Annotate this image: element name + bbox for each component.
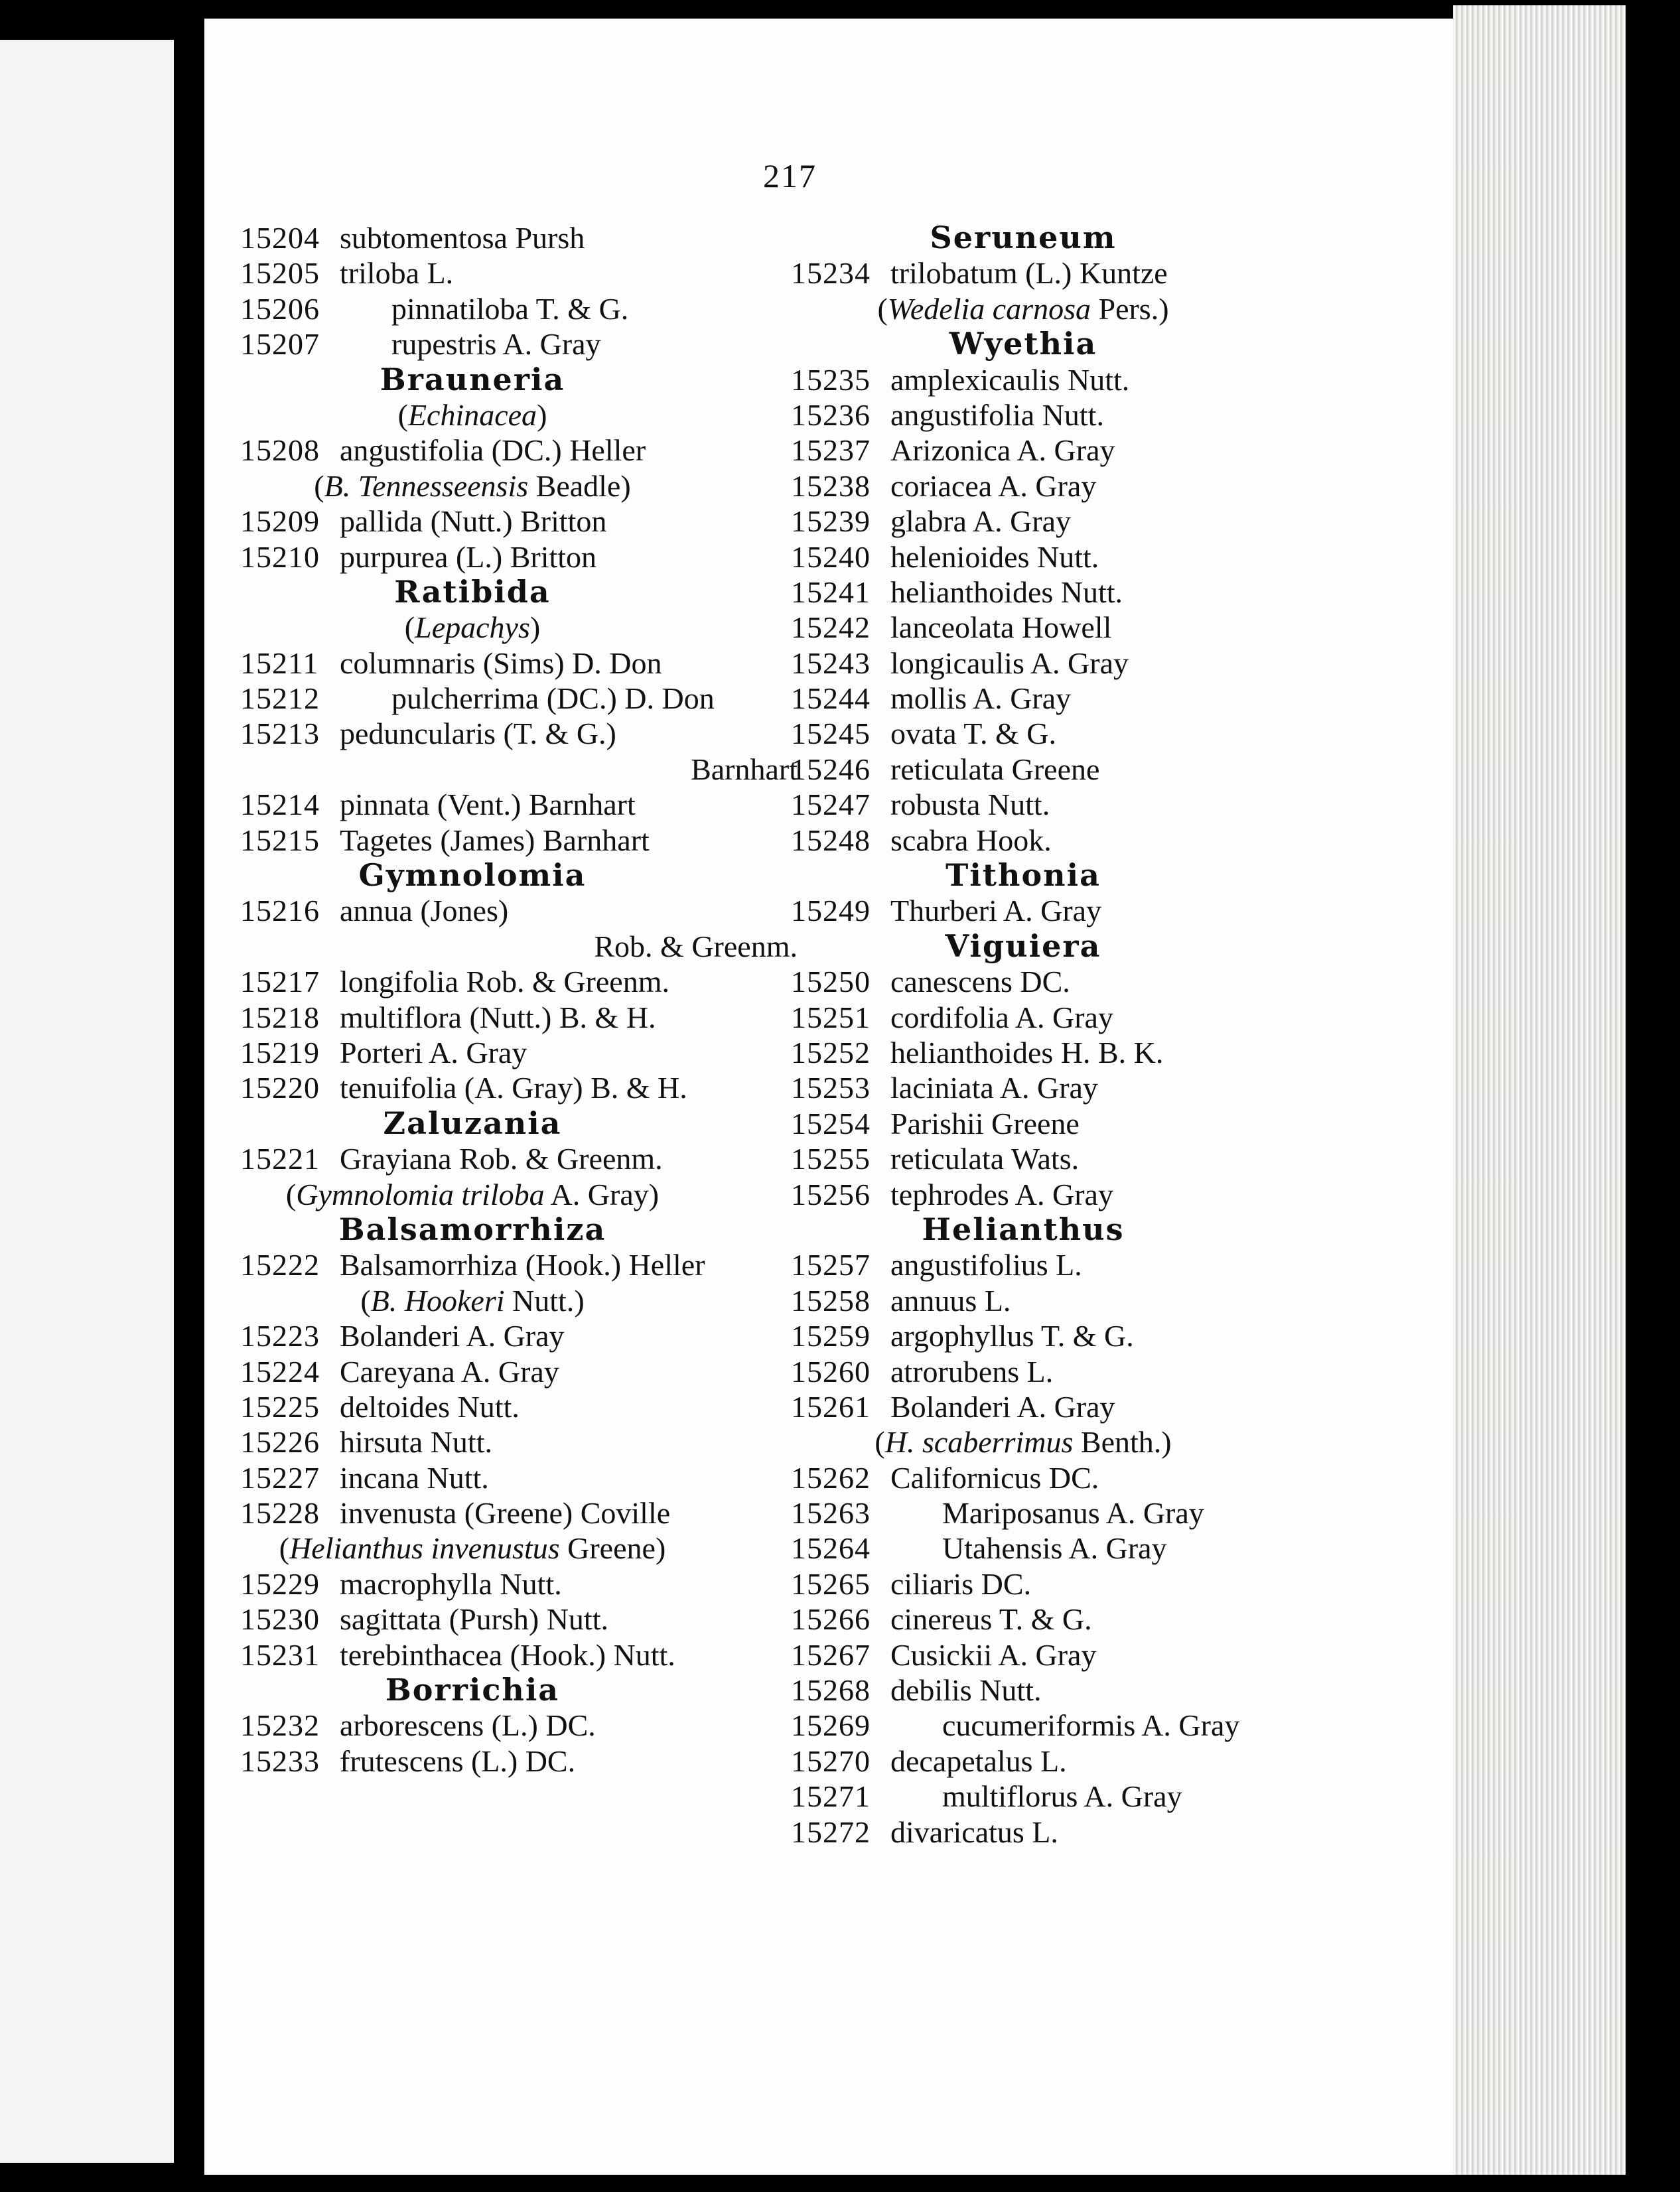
synonym-name: Echinacea [407,397,537,432]
species-name: subtomentosa Pursh [340,221,585,255]
species-entry [791,1389,1375,1424]
genus-heading: Gymnolomia [358,857,587,894]
species-entry [791,433,1375,468]
species-entry [791,1000,1375,1035]
species-name: annua (Jones) [340,894,509,928]
entry-number: 15227 [240,1460,320,1495]
species-name: Utahensis A. Gray [942,1531,1167,1566]
species-name: argophyllus T. & G. [890,1319,1134,1353]
species-name: triloba L. [340,256,454,291]
species-entry [240,1035,824,1070]
entry-number: 15238 [791,468,871,503]
species-name: reticulata Wats. [890,1142,1080,1176]
synonym-name: Lepachys [415,610,530,645]
species-entry [791,1673,1375,1708]
species-entry [240,1424,824,1460]
species-entry [791,1106,1375,1141]
previous-page-edge [0,40,174,2163]
entry-number: 15255 [791,1142,871,1176]
species-name: angustifolia Nutt. [890,397,1104,432]
species-entry [791,1779,1375,1814]
species-name: cinereus T. & G. [890,1602,1092,1637]
entry-number: 15226 [240,1425,320,1460]
synonym-name: B. Tennesseensis [324,468,529,503]
species-entry [240,220,824,255]
species-name: atrorubens L. [890,1354,1054,1389]
species-name: pinnata (Vent.) Barnhart [340,788,636,822]
continuation-line: Barnhart [691,752,798,786]
species-name: Mariposanus A. Gray [942,1496,1204,1531]
entry-number: 15214 [240,788,320,822]
genus-heading: Ratibida [394,573,551,610]
species-name: deltoides Nutt. [340,1389,520,1424]
species-name: lanceolata Howell [890,610,1112,645]
synonym-close-paren: ) [574,1283,585,1318]
species-name: frutescens (L.) DC. [340,1744,576,1778]
species-name: longifolia Rob. & Greenm. [340,965,669,999]
synonym-author: A. Gray [544,1177,649,1211]
species-name: Thurberi A. Gray [890,894,1102,928]
species-name: scabra Hook. [890,823,1052,857]
species-entry [240,893,824,928]
entry-number: 15218 [240,1000,320,1034]
species-entry [240,433,824,468]
species-entry [240,255,824,291]
species-entry [791,752,1375,787]
right-column [791,220,1375,1850]
species-entry [240,646,824,681]
species-entry [240,1389,824,1424]
species-entry [791,1637,1375,1673]
species-name: annuus L. [890,1283,1011,1318]
species-name: columnaris (Sims) D. Don [340,646,662,680]
synonym-open-paren: ( [875,1425,885,1460]
species-name: multiflorus A. Gray [942,1779,1182,1814]
entry-number: 15252 [791,1035,871,1069]
genus-heading: Brauneria [380,361,565,397]
species-name: arborescens (L.) DC. [340,1708,596,1743]
entry-number: 15208 [240,433,320,468]
species-name: pallida (Nutt.) Britton [340,504,607,539]
entry-number: 15264 [791,1531,871,1566]
synonym-open-paren: ( [877,291,888,326]
entry-number: 15243 [791,646,871,680]
species-name: Tagetes (James) Barnhart [340,823,650,857]
synonym-open-paren: ( [279,1531,290,1566]
species-entry [240,504,824,539]
species-entry [791,1531,1375,1566]
entry-number: 15272 [791,1815,871,1849]
synonym-open-paren: ( [397,397,408,432]
species-name: divaricatus L. [890,1815,1058,1849]
species-entry [791,964,1375,999]
synonym-author: Nutt. [504,1283,575,1318]
genus-heading: Wyethia [949,326,1097,362]
species-entry [240,716,824,751]
species-entry [791,1566,1375,1602]
species-name: terebinthacea (Hook.) Nutt. [340,1637,675,1672]
species-name: Grayiana Rob. & Greenm. [340,1142,663,1176]
species-name: robusta Nutt. [890,788,1050,822]
synonym-name: Wedelia carnosa [887,291,1091,326]
synonym-author: Pers. [1090,291,1159,326]
entry-number: 15223 [240,1319,320,1353]
species-entry [791,716,1375,751]
species-entry [791,1070,1375,1105]
synonym-line [240,610,705,645]
species-name: angustifolius L. [890,1248,1082,1282]
synonym-close-paren: ) [537,397,547,432]
entry-number: 15224 [240,1354,320,1389]
species-name: longicaulis A. Gray [890,646,1129,680]
entry-number: 15256 [791,1177,871,1211]
synonym-close-paren: ) [1161,1425,1172,1460]
entry-number: 15204 [240,221,320,255]
species-entry [791,1495,1375,1531]
species-entry [240,1000,824,1035]
entry-number: 15220 [240,1071,320,1105]
entry-number: 15260 [791,1354,871,1389]
synonym-line [791,1424,1255,1460]
species-name: macrophylla Nutt. [340,1566,562,1601]
species-name: pinnatiloba T. & G. [391,291,629,326]
species-name: coriacea A. Gray [890,468,1097,503]
species-entry [791,504,1375,539]
entry-number: 15219 [240,1035,320,1069]
genus-heading: Seruneum [930,220,1117,255]
genus-heading: Viguiera [945,927,1101,964]
species-entry [791,1460,1375,1495]
entry-number: 15213 [240,717,320,751]
species-name: cordifolia A. Gray [890,1000,1113,1034]
species-name: Arizonica A. Gray [890,433,1115,468]
species-name: cucumeriformis A. Gray [942,1708,1240,1743]
species-entry [240,964,824,999]
entry-number: 15212 [240,681,320,716]
species-entry [791,362,1375,397]
page-number: 217 [763,157,817,194]
entry-number: 15262 [791,1460,871,1495]
species-name: mollis A. Gray [890,681,1072,716]
entry-number: 15247 [791,788,871,822]
species-entry [791,681,1375,716]
species-entry [791,1815,1375,1850]
species-name: ciliaris DC. [890,1566,1032,1601]
species-entry [791,255,1375,291]
entry-number: 15240 [791,539,871,574]
species-name: helianthoides H. B. K. [890,1035,1164,1069]
entry-number: 15254 [791,1106,871,1140]
entry-number: 15225 [240,1389,320,1424]
entry-number: 15259 [791,1319,871,1353]
entry-number: 15266 [791,1602,871,1637]
entry-number: 15233 [240,1744,320,1778]
species-entry [791,1247,1375,1282]
species-entry [791,1708,1375,1743]
synonym-open-paren: ( [314,468,324,503]
species-name: trilobatum (L.) Kuntze [890,256,1168,291]
entry-number: 15242 [791,610,871,645]
entry-number: 15228 [240,1496,320,1531]
species-entry [240,326,824,362]
entry-number: 15248 [791,823,871,857]
species-name: Cusickii A. Gray [890,1637,1097,1672]
entry-number: 15222 [240,1248,320,1282]
synonym-open-paren: ( [285,1177,297,1211]
species-name: incana Nutt. [340,1460,489,1495]
genus-heading: Zaluzania [383,1105,562,1141]
species-name: Careyana A. Gray [340,1354,559,1389]
entry-number: 15221 [240,1142,320,1176]
synonym-close-paren: ) [529,610,541,645]
continuation-line: Rob. & Greenm. [594,929,798,963]
species-name: pulcherrima (DC.) D. Don [391,681,715,716]
entry-number: 15206 [240,291,320,326]
species-name: invenusta (Greene) Coville [340,1496,671,1531]
entry-number: 15271 [791,1779,871,1814]
synonym-open-paren: ( [360,1283,371,1318]
species-name: helianthoides Nutt. [890,575,1123,609]
entry-number: 15257 [791,1248,871,1282]
synonym-line [791,291,1255,326]
species-name: tenuifolia (A. Gray) B. & H. [340,1071,687,1105]
species-name: ovata T. & G. [890,717,1056,751]
entry-number: 15269 [791,1708,871,1743]
entry-number: 15251 [791,1000,871,1034]
entry-number: 15209 [240,504,320,539]
species-name: peduncularis (T. & G.) [340,717,616,751]
species-entry [240,1354,824,1389]
entry-number: 15246 [791,752,871,786]
entry-number: 15263 [791,1496,871,1531]
entry-number: 15250 [791,965,871,999]
species-entry [240,291,824,326]
entry-number: 15230 [240,1602,320,1637]
species-name: tephrodes A. Gray [890,1177,1113,1211]
species-entry [791,893,1375,928]
entry-number: 15268 [791,1673,871,1708]
entry-number: 15205 [240,256,320,291]
species-name: Bolanderi A. Gray [890,1389,1115,1424]
species-entry [240,787,824,822]
species-name: hirsuta Nutt. [340,1425,492,1460]
synonym-name: B. Hookeri [370,1283,505,1318]
synonym-close-paren: ) [655,1531,666,1566]
entry-number: 15231 [240,1637,320,1672]
synonym-line [240,468,705,504]
species-entry [240,1744,824,1779]
synonym-line [240,1177,705,1212]
species-entry [240,1566,824,1602]
genus-heading: Balsamorrhiza [338,1211,606,1247]
species-name: Balsamorrhiza (Hook.) Heller [340,1248,705,1282]
left-column [240,220,824,1779]
species-name: rupestris A. Gray [391,327,601,362]
species-entry [791,646,1375,681]
species-entry [791,468,1375,504]
species-name: multiflora (Nutt.) B. & H. [340,1000,656,1034]
synonym-open-paren: ( [404,610,415,645]
species-entry [791,1283,1375,1318]
species-entry [791,1141,1375,1176]
species-entry [791,539,1375,575]
species-entry [791,1354,1375,1389]
species-name: angustifolia (DC.) Heller [340,433,646,468]
entry-number: 15244 [791,681,871,716]
species-entry [791,1602,1375,1637]
species-entry [240,1708,824,1743]
entry-number: 15215 [240,823,320,857]
entry-number: 15217 [240,965,320,999]
species-entry [240,1318,824,1353]
entry-number: 15267 [791,1637,871,1672]
entry-number: 15249 [791,894,871,928]
species-entry [240,1460,824,1495]
synonym-close-paren: ) [648,1177,660,1211]
species-name: Bolanderi A. Gray [340,1319,565,1353]
species-entry [791,1035,1375,1070]
species-entry [791,610,1375,645]
entry-number: 15261 [791,1389,871,1424]
species-entry [240,1495,824,1531]
species-entry [240,539,824,575]
species-entry [791,1318,1375,1353]
species-entry [240,681,824,716]
synonym-author: Benth. [1073,1425,1162,1460]
species-name: canescens DC. [890,965,1070,999]
synonym-line [240,397,705,433]
species-entry [240,1141,824,1176]
species-entry [791,1177,1375,1212]
genus-heading: Borrichia [385,1672,560,1708]
entry-number: 15211 [240,646,319,680]
species-entry [791,1744,1375,1779]
species-name: decapetalus L. [890,1744,1067,1778]
synonym-name: H. scaberrimus [884,1425,1074,1460]
species-name: Parishii Greene [890,1106,1080,1140]
entry-number: 15237 [791,433,871,468]
species-name: sagittata (Pursh) Nutt. [340,1602,608,1637]
entry-number: 15235 [791,362,871,397]
synonym-author: Greene [559,1531,656,1566]
entry-number: 15216 [240,894,320,928]
synonym-name: Gymnolomia triloba [296,1177,545,1211]
entry-number: 15232 [240,1708,320,1743]
entry-number: 15245 [791,717,871,751]
species-name: debilis Nutt. [890,1673,1042,1708]
entry-number: 15253 [791,1071,871,1105]
entry-number: 15258 [791,1283,871,1318]
entry-number: 15241 [791,575,871,609]
species-name: amplexicaulis Nutt. [890,362,1130,397]
entry-number: 15239 [791,504,871,539]
species-entry [240,1602,824,1637]
page-stack-edges [1453,5,1626,2175]
entry-number: 15270 [791,1744,871,1778]
species-entry [791,397,1375,433]
entry-number: 15207 [240,327,320,362]
entry-number: 15265 [791,1566,871,1601]
species-entry [240,1637,824,1673]
synonym-author: Beadle [528,468,621,503]
synonym-line [240,1283,705,1318]
entry-number: 15229 [240,1566,320,1601]
synonym-name: Helianthus invenustus [289,1531,560,1566]
entry-number: 15236 [791,397,871,432]
species-entry [791,787,1375,822]
species-entry [791,823,1375,858]
genus-heading: Helianthus [922,1211,1125,1247]
species-name: glabra A. Gray [890,504,1072,539]
species-name: Californicus DC. [890,1460,1099,1495]
species-name: helenioides Nutt. [890,539,1099,574]
species-entry [240,1247,824,1282]
species-name: laciniata A. Gray [890,1071,1098,1105]
entry-number: 15210 [240,539,320,574]
genus-heading: Tithonia [945,857,1101,894]
species-name: reticulata Greene [890,752,1100,786]
species-entry [240,823,824,858]
synonym-close-paren: ) [1158,291,1169,326]
synonym-close-paren: ) [620,468,631,503]
species-name: purpurea (L.) Britton [340,539,597,574]
species-name: Porteri A. Gray [340,1035,527,1069]
entry-number: 15234 [791,256,871,291]
species-entry [791,575,1375,610]
synonym-line [240,1531,705,1566]
species-entry [240,1070,824,1105]
